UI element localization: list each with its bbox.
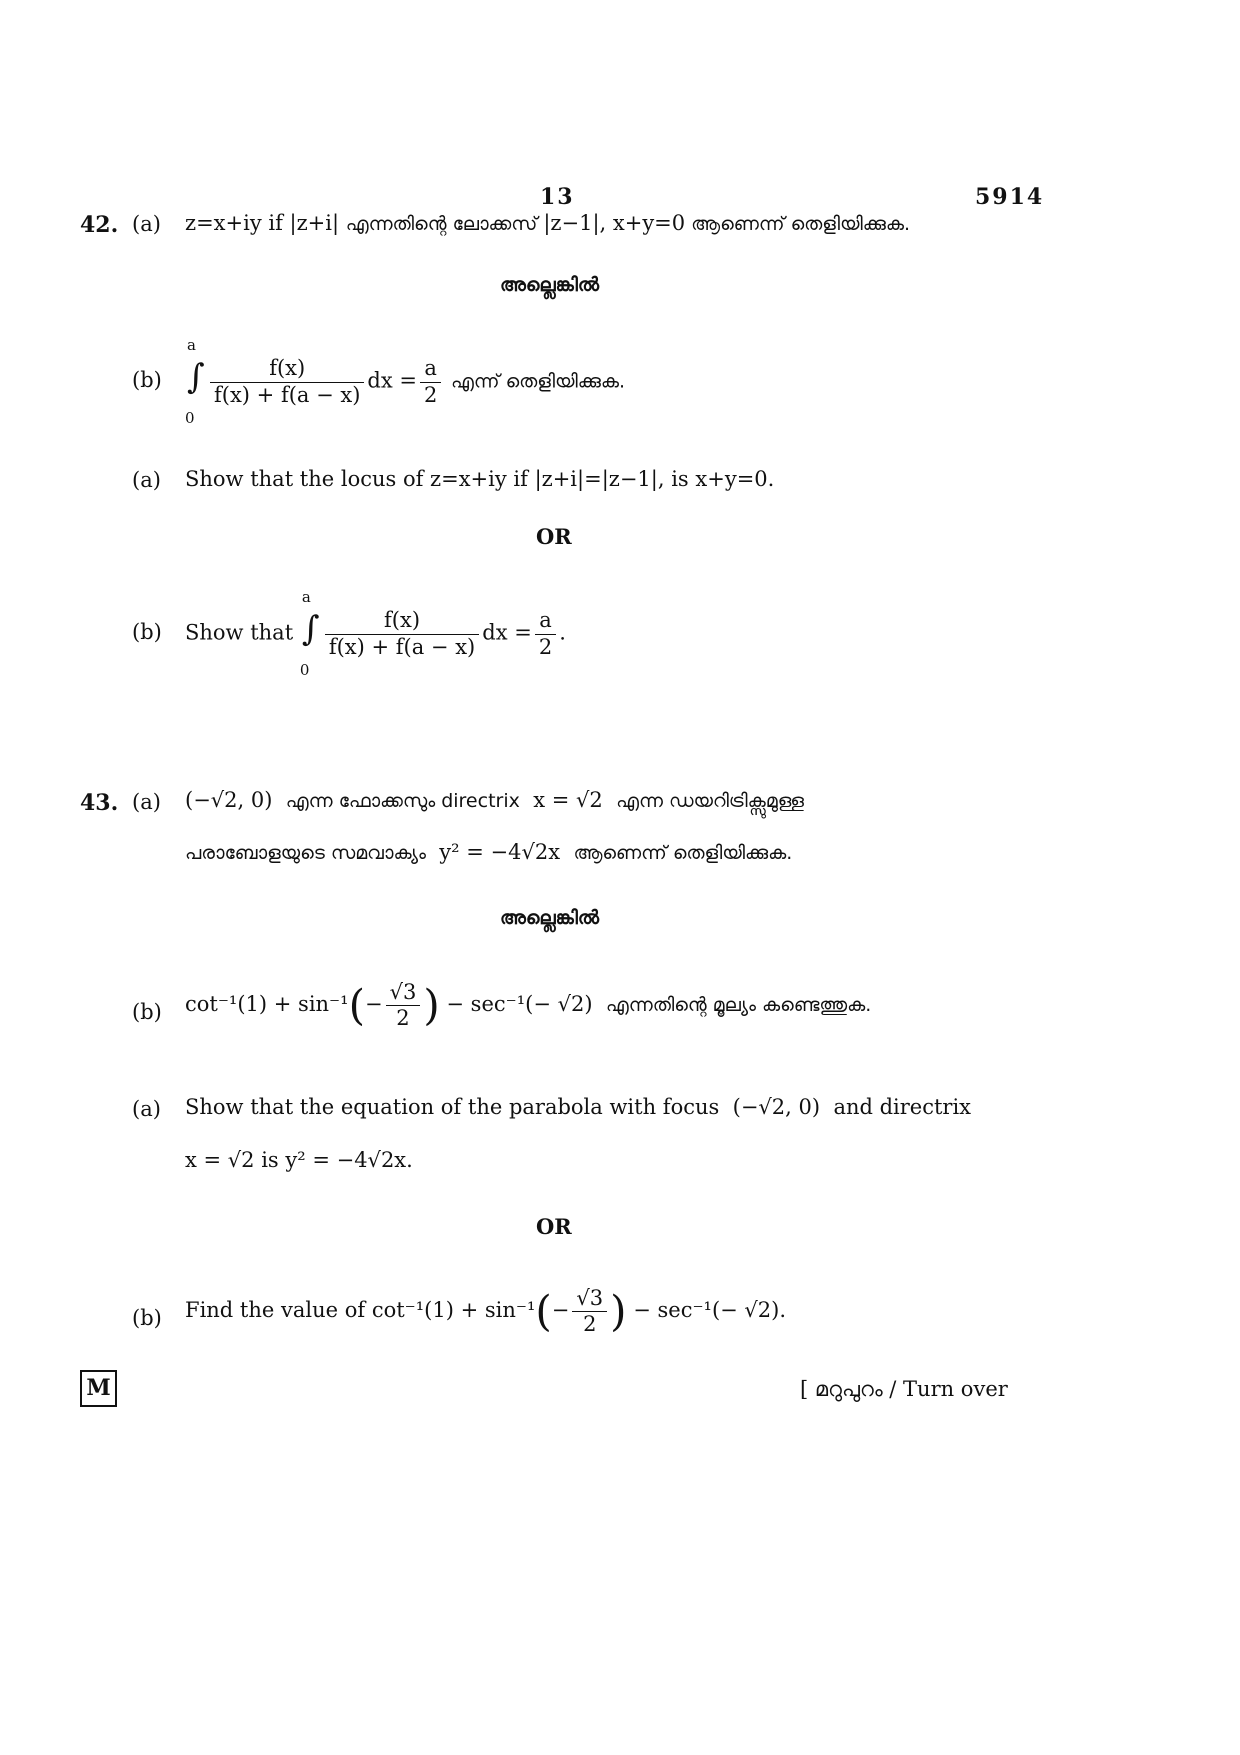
q42-ml-a-label: (a)	[132, 212, 161, 236]
integrand-fraction: $\frac{f(x)}{f(x) + f(a - x)}$	[325, 608, 479, 659]
q42-en-b-expr: Show that a ∫ 0 $\frac{f(x)}{f(x) + f(a - x)}$ dx = $\frac{a}{2}$ .	[185, 588, 566, 679]
q42-ml-or: അല്ലെങ്കിൽ	[500, 274, 600, 296]
integral-sign: a ∫ 0	[185, 336, 205, 427]
q43-en-b-label: (b)	[132, 1306, 162, 1330]
question-number-42: 42.	[80, 212, 119, 238]
q42-en-a-text: Show that the locus of z=x+iy if |z+i|=|z−1|, is x+y=0.	[185, 467, 775, 491]
q43-en-a-line1: Show that the equation of the parabola with focus (−√2, 0) and directrix	[185, 1095, 972, 1119]
q43-en-b-expr: Find the value of cot⁻¹(1) + sin⁻¹(− $\frac{√3}{2}$ ) − sec⁻¹(− √2).	[185, 1286, 787, 1337]
q43-ml-b-label: (b)	[132, 1000, 162, 1024]
q43-en-or: OR	[536, 1214, 572, 1239]
result-fraction: $\frac{a}{2}$	[535, 608, 556, 659]
result-fraction: $\frac{a}{2}$	[420, 356, 441, 407]
q43-ml-a-label: (a)	[132, 790, 161, 814]
q42-ml-b-label: (b)	[132, 368, 162, 392]
sqrt3-over-2: $\frac{√3}{2}$	[386, 980, 421, 1031]
integrand-fraction: $\frac{f(x)}{f(x) + f(a - x)}$	[210, 356, 364, 407]
paper-code: 5914	[975, 184, 1045, 210]
q42-en-or: OR	[536, 524, 572, 549]
q43-ml-a-line1: (−√2, 0) എന്ന ഫോക്കസും directrix x = √2 എന്ന ഡയറിട്രിക്സുമുള്ള	[185, 788, 804, 812]
q42-ml-a-text: z=x+iy if |z+i| എന്നതിന്റെ ലോക്കസ് |z−1|, x+y=0 ആണെന്ന് തെളിയിക്കുക.	[185, 211, 911, 235]
turn-over-note: [ മറുപുറം / Turn over	[800, 1377, 1008, 1401]
q43-ml-or: അല്ലെങ്കിൽ	[500, 907, 600, 929]
q43-ml-a-line2: പരാബോളയുടെ സമവാക്യം y² = −4√2x ആണെന്ന് തെളിയിക്കുക.	[185, 840, 793, 864]
question-number-43: 43.	[80, 790, 119, 816]
m-mark-box: M	[80, 1370, 117, 1407]
sqrt3-over-2: $\frac{√3}{2}$	[572, 1286, 607, 1337]
q43-ml-b-expr: cot⁻¹(1) + sin⁻¹(− $\frac{√3}{2}$ ) − sec⁻¹(− √2) എന്നതിന്റെ മൂല്യം കണ്ടെത്തുക.	[185, 980, 872, 1031]
q42-en-a-label: (a)	[132, 468, 161, 492]
q43-en-a-label: (a)	[132, 1097, 161, 1121]
q42-ml-b-expr: a ∫ 0 $\frac{f(x)}{f(x) + f(a - x)}$ dx = $\frac{a}{2}$ എന്ന് തെളിയിക്കുക.	[185, 336, 626, 427]
page-number: 13	[540, 184, 575, 210]
integral-sign: a ∫ 0	[299, 588, 320, 679]
q43-en-a-line2: x = √2 is y² = −4√2x.	[185, 1148, 413, 1172]
q42-en-b-label: (b)	[132, 620, 162, 644]
